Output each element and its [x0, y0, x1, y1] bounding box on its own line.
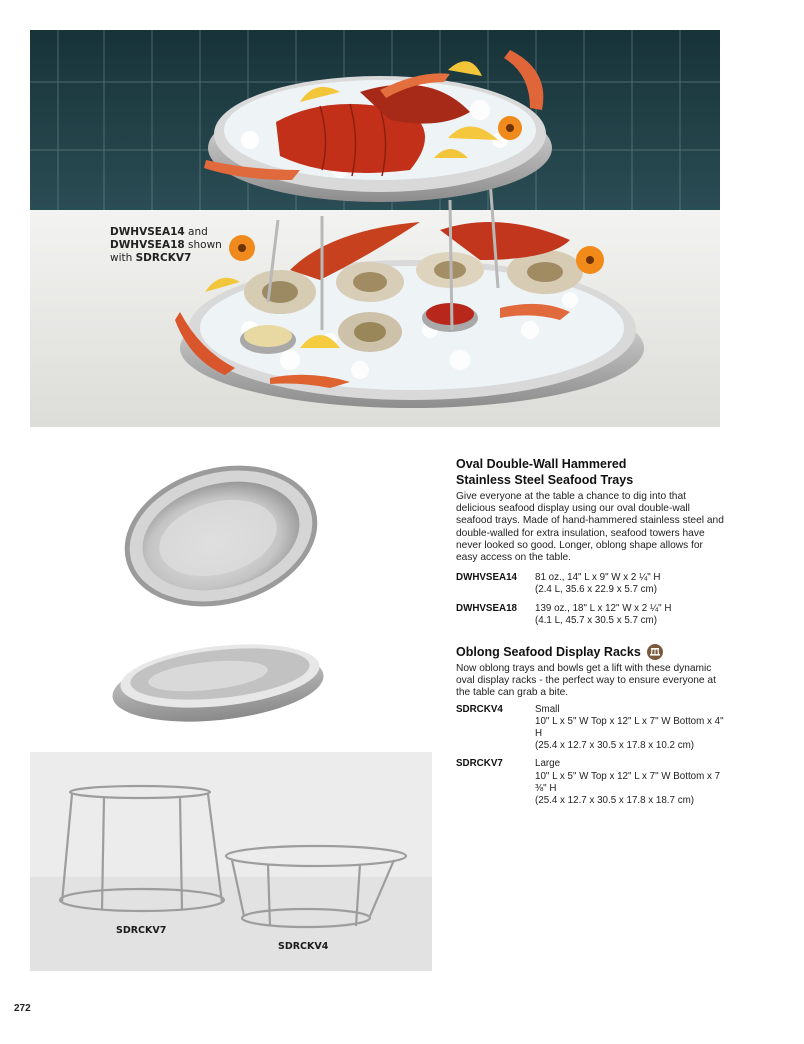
trays-description: Give everyone at the table a chance to dig into that delicious seafood display using our oval double-wall seafood trays. Made of hand-hammered stainless steel and double-walled for extra insulation, seafood towers have never looked so good. Longer, oblong shape allows for easy access on the table.	[456, 491, 724, 564]
hero-photo	[30, 30, 720, 427]
racks-illustration	[30, 752, 432, 971]
rack-label-large: SDRCKV7	[116, 925, 167, 936]
racks-title-row	[456, 644, 726, 660]
oval-tray-top-view-image	[118, 460, 324, 612]
spec-row	[456, 572, 726, 596]
caption-line-2: DWHVSEA18 shown	[110, 239, 222, 251]
spec-sku: DWHVSEA14	[456, 572, 517, 584]
rack-label-small: SDRCKV4	[278, 941, 329, 952]
spec-values: Large 10" L x 5" W Top x 12" L x 7" W Bottom x 7 ⅜" H (25.4 x 12.7 x 30.5 x 17.8 x 18.7 cm)	[535, 758, 721, 807]
hero-caption	[110, 226, 260, 265]
tower-icon	[647, 644, 663, 660]
page-number: 272	[14, 1003, 31, 1014]
trays-title: Oval Double-Wall Hammered Stainless Steel Seafood Trays	[456, 457, 634, 487]
racks-title: Oblong Seafood Display Racks	[456, 645, 641, 659]
spec-values: 81 oz., 14" L x 9" W x 2 ¼" H (2.4 L, 35.6 x 22.9 x 5.7 cm)	[535, 572, 661, 596]
spec-row	[456, 758, 726, 807]
spec-sku: SDRCKV7	[456, 758, 503, 770]
spec-values: 139 oz., 18" L x 12" W x 2 ¼" H (4.1 L, 45.7 x 30.5 x 5.7 cm)	[535, 602, 672, 626]
spec-row	[456, 603, 726, 627]
trays-section	[456, 456, 726, 627]
spec-row	[456, 704, 726, 753]
spec-sku: DWHVSEA18	[456, 602, 517, 614]
racks-description: Now oblong trays and bowls get a lift with these dynamic oval display racks - the perfect way to ensure everyone at the table can grab a bite.	[456, 663, 716, 699]
caption-line-1: DWHVSEA14 and	[110, 226, 208, 238]
caption-line-3: with SDRCKV7	[110, 252, 192, 264]
spec-sku: SDRCKV4	[456, 703, 503, 715]
oval-tray-side-view-image	[108, 636, 328, 724]
spec-values: Small 10" L x 5" W Top x 12" L x 7" W Bottom x 4" H (25.4 x 12.7 x 30.5 x 17.8 x 10.2 cm)	[535, 703, 724, 752]
display-racks-photo	[30, 752, 432, 971]
racks-section	[456, 644, 726, 807]
